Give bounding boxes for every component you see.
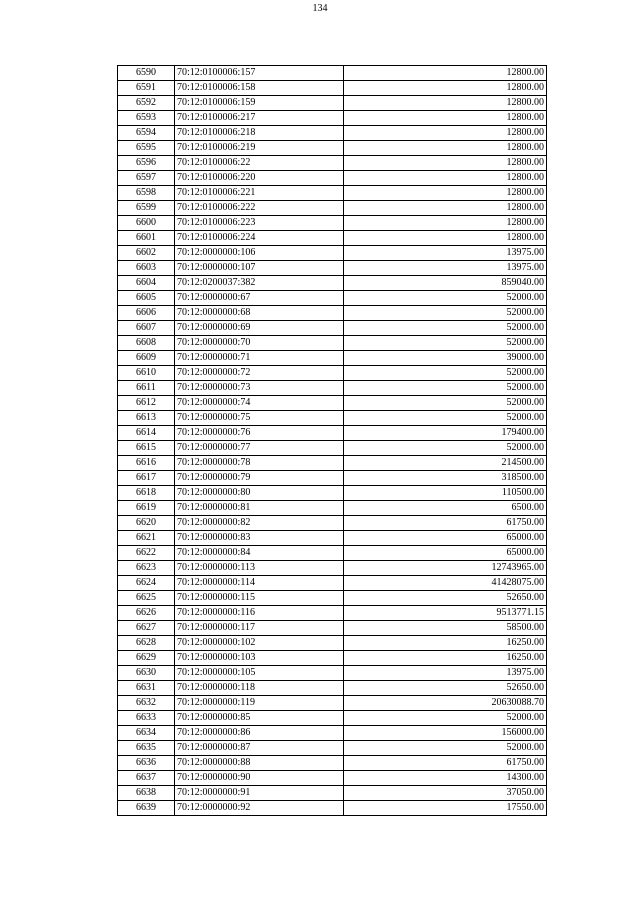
value-cell: 52650.00 xyxy=(344,681,547,696)
row-number-cell: 6615 xyxy=(118,441,175,456)
table-row xyxy=(118,546,547,561)
table-row xyxy=(118,591,547,606)
cadastral-number-cell: 70:12:0000000:113 xyxy=(175,561,344,576)
cadastral-number-cell: 70:12:0000000:68 xyxy=(175,306,344,321)
table-row xyxy=(118,336,547,351)
row-number-cell: 6590 xyxy=(118,66,175,81)
cadastral-number-cell: 70:12:0100006:159 xyxy=(175,96,344,111)
table-row xyxy=(118,636,547,651)
cadastral-number-cell: 70:12:0100006:22 xyxy=(175,156,344,171)
cadastral-number-cell: 70:12:0000000:79 xyxy=(175,471,344,486)
value-cell: 65000.00 xyxy=(344,546,547,561)
cadastral-number-cell: 70:12:0000000:67 xyxy=(175,291,344,306)
value-cell: 52000.00 xyxy=(344,411,547,426)
value-cell: 12800.00 xyxy=(344,141,547,156)
table-row xyxy=(118,726,547,741)
row-number-cell: 6632 xyxy=(118,696,175,711)
row-number-cell: 6635 xyxy=(118,741,175,756)
value-cell: 12800.00 xyxy=(344,81,547,96)
row-number-cell: 6623 xyxy=(118,561,175,576)
value-cell: 52000.00 xyxy=(344,396,547,411)
table-row xyxy=(118,501,547,516)
value-cell: 16250.00 xyxy=(344,636,547,651)
row-number-cell: 6617 xyxy=(118,471,175,486)
value-cell: 52000.00 xyxy=(344,711,547,726)
row-number-cell: 6622 xyxy=(118,546,175,561)
value-cell: 214500.00 xyxy=(344,456,547,471)
row-number-cell: 6603 xyxy=(118,261,175,276)
table-row xyxy=(118,396,547,411)
row-number-cell: 6601 xyxy=(118,231,175,246)
value-cell: 61750.00 xyxy=(344,516,547,531)
cadastral-number-cell: 70:12:0100006:221 xyxy=(175,186,344,201)
row-number-cell: 6626 xyxy=(118,606,175,621)
table-row xyxy=(118,126,547,141)
cadastral-number-cell: 70:12:0000000:74 xyxy=(175,396,344,411)
value-cell: 65000.00 xyxy=(344,531,547,546)
cadastral-number-cell: 70:12:0000000:87 xyxy=(175,741,344,756)
cadastral-number-cell: 70:12:0100006:157 xyxy=(175,66,344,81)
cadastral-number-cell: 70:12:0000000:78 xyxy=(175,456,344,471)
table-row xyxy=(118,96,547,111)
table-row xyxy=(118,456,547,471)
value-cell: 41428075.00 xyxy=(344,576,547,591)
table-row xyxy=(118,186,547,201)
row-number-cell: 6609 xyxy=(118,351,175,366)
row-number-cell: 6619 xyxy=(118,501,175,516)
value-cell: 52000.00 xyxy=(344,336,547,351)
table-row xyxy=(118,261,547,276)
row-number-cell: 6597 xyxy=(118,171,175,186)
table-row xyxy=(118,291,547,306)
row-number-cell: 6605 xyxy=(118,291,175,306)
table-row xyxy=(118,426,547,441)
value-cell: 12800.00 xyxy=(344,96,547,111)
row-number-cell: 6598 xyxy=(118,186,175,201)
value-cell: 37050.00 xyxy=(344,786,547,801)
table-row xyxy=(118,246,547,261)
cadastral-number-cell: 70:12:0000000:116 xyxy=(175,606,344,621)
value-cell: 14300.00 xyxy=(344,771,547,786)
row-number-cell: 6627 xyxy=(118,621,175,636)
cadastral-number-cell: 70:12:0000000:80 xyxy=(175,486,344,501)
cadastral-number-cell: 70:12:0000000:90 xyxy=(175,771,344,786)
cadastral-number-cell: 70:12:0000000:76 xyxy=(175,426,344,441)
row-number-cell: 6628 xyxy=(118,636,175,651)
cadastral-number-cell: 70:12:0100006:217 xyxy=(175,111,344,126)
value-cell: 12800.00 xyxy=(344,216,547,231)
value-cell: 12800.00 xyxy=(344,156,547,171)
cadastral-number-cell: 70:12:0100006:158 xyxy=(175,81,344,96)
row-number-cell: 6633 xyxy=(118,711,175,726)
table-row xyxy=(118,366,547,381)
table-row xyxy=(118,696,547,711)
value-cell: 12743965.00 xyxy=(344,561,547,576)
row-number-cell: 6594 xyxy=(118,126,175,141)
cadastral-number-cell: 70:12:0200037:382 xyxy=(175,276,344,291)
value-cell: 52000.00 xyxy=(344,291,547,306)
table-row xyxy=(118,681,547,696)
table-row xyxy=(118,486,547,501)
table-row xyxy=(118,276,547,291)
cadastral-number-cell: 70:12:0000000:115 xyxy=(175,591,344,606)
table-row xyxy=(118,471,547,486)
row-number-cell: 6631 xyxy=(118,681,175,696)
row-number-cell: 6620 xyxy=(118,516,175,531)
cadastral-number-cell: 70:12:0100006:223 xyxy=(175,216,344,231)
table-row xyxy=(118,531,547,546)
table-row xyxy=(118,351,547,366)
table-row xyxy=(118,756,547,771)
value-cell: 39000.00 xyxy=(344,351,547,366)
cadastral-number-cell: 70:12:0000000:71 xyxy=(175,351,344,366)
row-number-cell: 6608 xyxy=(118,336,175,351)
table-row xyxy=(118,666,547,681)
value-cell: 110500.00 xyxy=(344,486,547,501)
table-row xyxy=(118,81,547,96)
table-row xyxy=(118,561,547,576)
table-row xyxy=(118,606,547,621)
cadastral-number-cell: 70:12:0100006:219 xyxy=(175,141,344,156)
value-cell: 17550.00 xyxy=(344,801,547,816)
cadastral-number-cell: 70:12:0000000:105 xyxy=(175,666,344,681)
table-row xyxy=(118,741,547,756)
cadastral-number-cell: 70:12:0000000:77 xyxy=(175,441,344,456)
table-row xyxy=(118,216,547,231)
row-number-cell: 6616 xyxy=(118,456,175,471)
value-cell: 13975.00 xyxy=(344,666,547,681)
row-number-cell: 6639 xyxy=(118,801,175,816)
row-number-cell: 6612 xyxy=(118,396,175,411)
value-cell: 16250.00 xyxy=(344,651,547,666)
cadastral-number-cell: 70:12:0000000:117 xyxy=(175,621,344,636)
cadastral-number-cell: 70:12:0000000:82 xyxy=(175,516,344,531)
value-cell: 179400.00 xyxy=(344,426,547,441)
cadastral-value-table xyxy=(117,65,547,816)
row-number-cell: 6621 xyxy=(118,531,175,546)
value-cell: 156000.00 xyxy=(344,726,547,741)
table-row xyxy=(118,651,547,666)
value-cell: 12800.00 xyxy=(344,111,547,126)
table-row xyxy=(118,381,547,396)
row-number-cell: 6636 xyxy=(118,756,175,771)
cadastral-number-cell: 70:12:0100006:224 xyxy=(175,231,344,246)
cadastral-number-cell: 70:12:0000000:72 xyxy=(175,366,344,381)
row-number-cell: 6592 xyxy=(118,96,175,111)
value-cell: 12800.00 xyxy=(344,171,547,186)
cadastral-number-cell: 70:12:0000000:88 xyxy=(175,756,344,771)
value-cell: 9513771.15 xyxy=(344,606,547,621)
row-number-cell: 6634 xyxy=(118,726,175,741)
value-cell: 52650.00 xyxy=(344,591,547,606)
row-number-cell: 6593 xyxy=(118,111,175,126)
row-number-cell: 6638 xyxy=(118,786,175,801)
value-cell: 12800.00 xyxy=(344,201,547,216)
value-cell: 52000.00 xyxy=(344,381,547,396)
row-number-cell: 6595 xyxy=(118,141,175,156)
cadastral-number-cell: 70:12:0000000:73 xyxy=(175,381,344,396)
table-row xyxy=(118,771,547,786)
row-number-cell: 6606 xyxy=(118,306,175,321)
value-cell: 318500.00 xyxy=(344,471,547,486)
value-cell: 13975.00 xyxy=(344,246,547,261)
row-number-cell: 6604 xyxy=(118,276,175,291)
table-row xyxy=(118,201,547,216)
cadastral-number-cell: 70:12:0100006:218 xyxy=(175,126,344,141)
value-cell: 52000.00 xyxy=(344,366,547,381)
row-number-cell: 6607 xyxy=(118,321,175,336)
cadastral-number-cell: 70:12:0100006:222 xyxy=(175,201,344,216)
value-cell: 12800.00 xyxy=(344,186,547,201)
value-cell: 12800.00 xyxy=(344,231,547,246)
table-row xyxy=(118,786,547,801)
cadastral-number-cell: 70:12:0000000:69 xyxy=(175,321,344,336)
row-number-cell: 6613 xyxy=(118,411,175,426)
value-cell: 52000.00 xyxy=(344,306,547,321)
cadastral-number-cell: 70:12:0000000:81 xyxy=(175,501,344,516)
value-cell: 52000.00 xyxy=(344,441,547,456)
table-row xyxy=(118,156,547,171)
cadastral-number-cell: 70:12:0000000:84 xyxy=(175,546,344,561)
value-cell: 13975.00 xyxy=(344,261,547,276)
value-cell: 859040.00 xyxy=(344,276,547,291)
row-number-cell: 6629 xyxy=(118,651,175,666)
table-row xyxy=(118,411,547,426)
value-cell: 20630088.70 xyxy=(344,696,547,711)
cadastral-number-cell: 70:12:0000000:92 xyxy=(175,801,344,816)
cadastral-number-cell: 70:12:0000000:106 xyxy=(175,246,344,261)
table-row xyxy=(118,621,547,636)
value-cell: 61750.00 xyxy=(344,756,547,771)
table-row xyxy=(118,576,547,591)
table-row xyxy=(118,321,547,336)
row-number-cell: 6610 xyxy=(118,366,175,381)
page-number: 134 xyxy=(312,3,328,14)
value-cell: 52000.00 xyxy=(344,321,547,336)
table-row xyxy=(118,66,547,81)
table-row xyxy=(118,111,547,126)
cadastral-number-cell: 70:12:0000000:85 xyxy=(175,711,344,726)
cadastral-number-cell: 70:12:0000000:107 xyxy=(175,261,344,276)
cadastral-number-cell: 70:12:0000000:91 xyxy=(175,786,344,801)
row-number-cell: 6596 xyxy=(118,156,175,171)
cadastral-number-cell: 70:12:0000000:75 xyxy=(175,411,344,426)
row-number-cell: 6618 xyxy=(118,486,175,501)
row-number-cell: 6625 xyxy=(118,591,175,606)
row-number-cell: 6630 xyxy=(118,666,175,681)
row-number-cell: 6602 xyxy=(118,246,175,261)
value-cell: 6500.00 xyxy=(344,501,547,516)
row-number-cell: 6611 xyxy=(118,381,175,396)
cadastral-number-cell: 70:12:0000000:103 xyxy=(175,651,344,666)
row-number-cell: 6614 xyxy=(118,426,175,441)
cadastral-number-cell: 70:12:0000000:119 xyxy=(175,696,344,711)
cadastral-number-cell: 70:12:0000000:118 xyxy=(175,681,344,696)
table-row xyxy=(118,306,547,321)
row-number-cell: 6637 xyxy=(118,771,175,786)
cadastral-number-cell: 70:12:0000000:114 xyxy=(175,576,344,591)
row-number-cell: 6591 xyxy=(118,81,175,96)
table-row xyxy=(118,171,547,186)
cadastral-number-cell: 70:12:0100006:220 xyxy=(175,171,344,186)
table-row xyxy=(118,141,547,156)
cadastral-number-cell: 70:12:0000000:70 xyxy=(175,336,344,351)
row-number-cell: 6624 xyxy=(118,576,175,591)
value-cell: 12800.00 xyxy=(344,66,547,81)
cadastral-number-cell: 70:12:0000000:83 xyxy=(175,531,344,546)
table-row xyxy=(118,441,547,456)
table-body xyxy=(118,66,547,816)
table-row xyxy=(118,711,547,726)
value-cell: 58500.00 xyxy=(344,621,547,636)
table-row xyxy=(118,516,547,531)
row-number-cell: 6600 xyxy=(118,216,175,231)
cadastral-number-cell: 70:12:0000000:102 xyxy=(175,636,344,651)
cadastral-number-cell: 70:12:0000000:86 xyxy=(175,726,344,741)
row-number-cell: 6599 xyxy=(118,201,175,216)
value-cell: 12800.00 xyxy=(344,126,547,141)
table-row xyxy=(118,231,547,246)
value-cell: 52000.00 xyxy=(344,741,547,756)
table-row xyxy=(118,801,547,816)
